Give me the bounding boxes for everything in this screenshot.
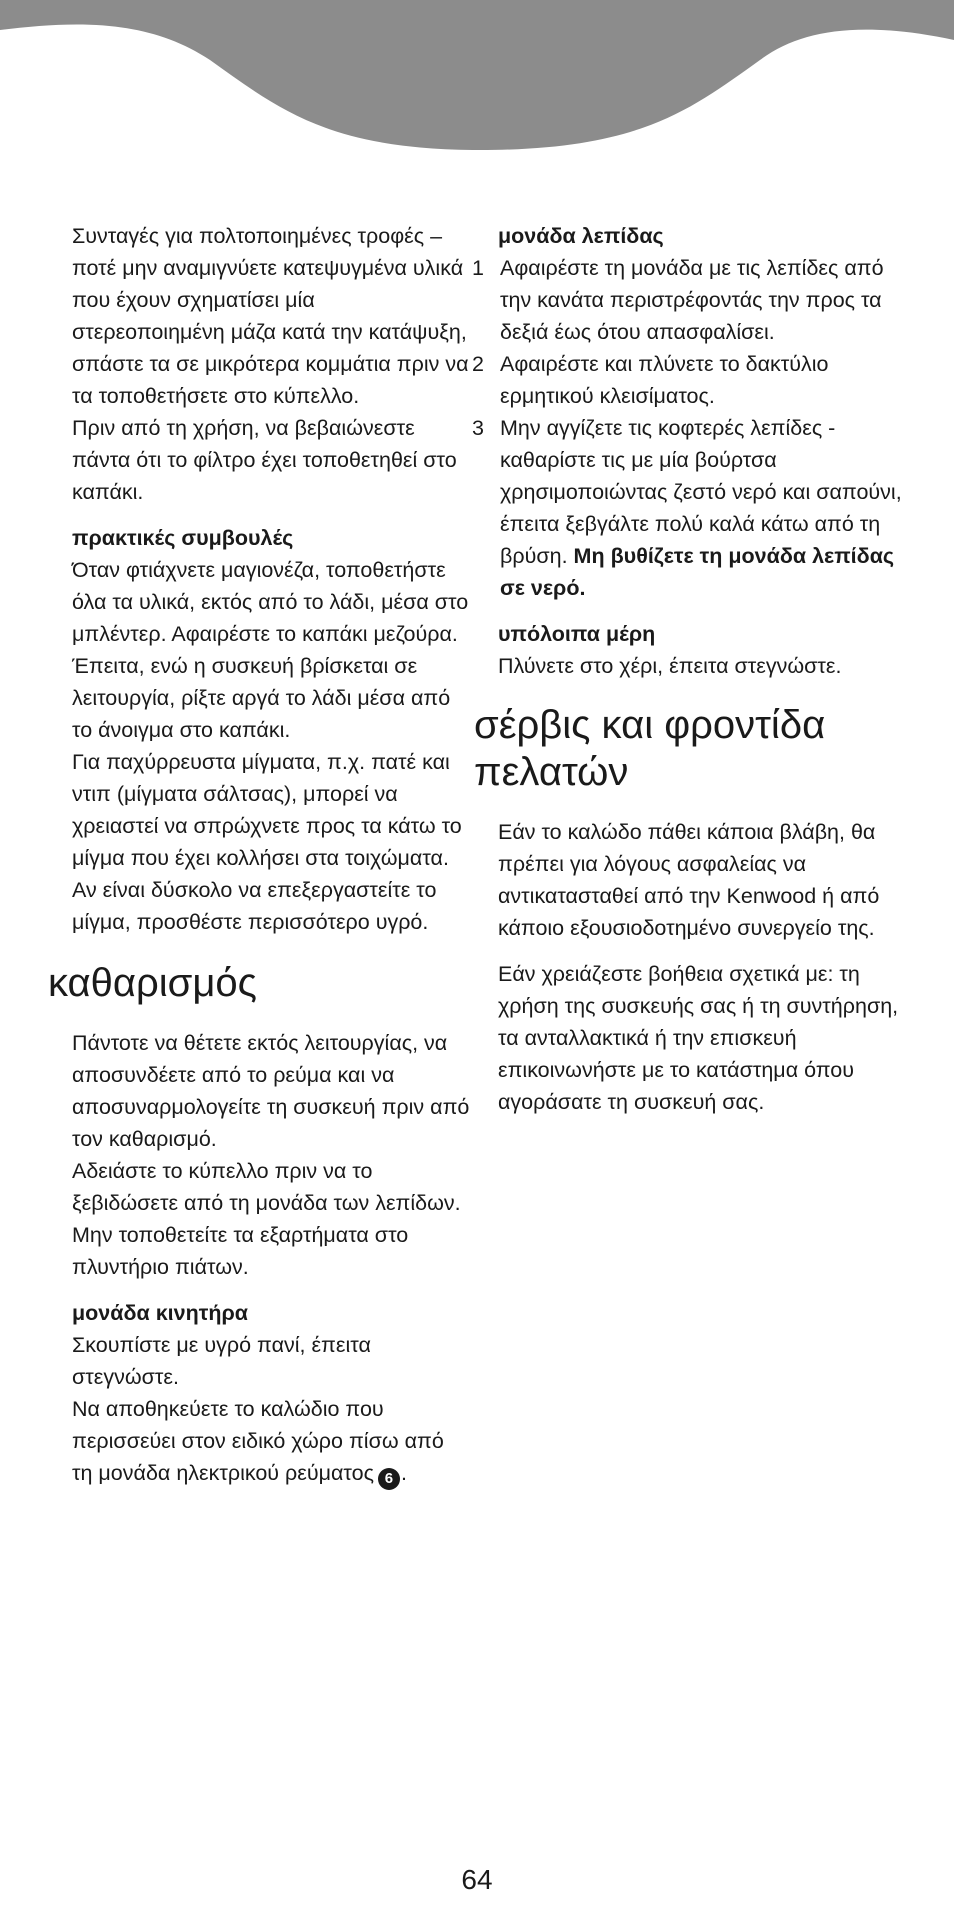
cleaning-heading: καθαρισμός	[48, 961, 257, 1005]
step-text-warning: Μη βυθίζετε τη μονάδα λεπίδας σε νερό.	[500, 544, 895, 600]
service-heading: σέρβις και φροντίδα πελατών	[474, 703, 826, 794]
step-number: 3	[472, 416, 484, 440]
step-text	[500, 412, 918, 604]
step-text-plain: Μην αγγίζετε τις κοφτερές λεπίδες - καθαρίστε τις με μία βούρτσα χρησιμοποιώντας ζεστό νερό και σαπούνι, έπειτα ξεβγάλτε πολύ καλά κάτω από τη βρύση.	[500, 416, 902, 568]
cleaning-paragraph: Μην τοποθετείτε τα εξαρτήματα στο πλυντήριο πιάτων.	[72, 1223, 409, 1279]
service-paragraph: Εάν το καλώδο πάθει κάποια βλάβη, θα πρέπει για λόγους ασφαλείας να αντικατασταθεί από την Kenwood ή από κάποιο εξουσιοδοτημένο συνεργείο της.	[498, 820, 880, 940]
header-wave-band	[0, 0, 954, 160]
figure-ref-6-icon: 6	[378, 1468, 400, 1490]
tips-heading: πρακτικές συμβουλές	[72, 526, 294, 550]
motor-paragraph: Σκουπίστε με υγρό πανί, έπειτα στεγνώστε.	[72, 1333, 371, 1389]
right-column	[472, 220, 918, 1118]
motor-paragraph-end: .	[400, 1461, 407, 1485]
step-number: 2	[472, 352, 484, 376]
list-item	[472, 412, 918, 604]
blade-heading: μονάδα λεπίδας	[498, 224, 664, 248]
list-item	[472, 252, 918, 348]
tips-paragraph: Για παχύρρευστα μίγματα, π.χ. πατέ και ντιπ (μίγματα σάλτσας), μπορεί να χρειαστεί να σπρώχνετε προς τα κάτω το μίγμα που έχει κολλήσει στα τοιχώματα. Αν είναι δύσκολο να επεξεργαστείτε το μίγμα, προσθέστε περισσότερο υγρό.	[72, 750, 462, 934]
step-text: Αφαιρέστε τη μονάδα με τις λεπίδες από την κανάτα περιστρέφοντάς την προς τα δεξιά έως ότου απασφαλίσει.	[500, 256, 884, 344]
list-item	[472, 348, 918, 412]
other-parts-heading: υπόλοιπα μέρη	[498, 622, 656, 646]
intro-paragraph: Συνταγές για πολτοποιημένες τροφές – ποτέ μην αναμιγνύετε κατεψυγμένα υλικά που έχουν σχηματίσει μία στερεοποιημένη μάζα κατά την κατάψυξη, σπάστε τα σε μικρότερα κομμάτια πριν να τα τοποθετήσετε στο κύπελλο.	[72, 224, 469, 408]
motor-paragraph	[72, 1393, 470, 1490]
cleaning-paragraph: Αδειάστε το κύπελλο πριν να το ξεβιδώσετε από τη μονάδα των λεπίδων.	[72, 1159, 461, 1215]
left-column	[48, 220, 470, 1490]
intro-paragraph: Πριν από τη χρήση, να βεβαιώνεστε πάντα ότι το φίλτρο έχει τοποθετηθεί στο καπάκι.	[72, 416, 457, 504]
cleaning-paragraph: Πάντοτε να θέτετε εκτός λειτουργίας, να αποσυνδέετε από το ρεύμα και να αποσυναρμολογείτε τη συσκευή πριν από τον καθαρισμό.	[72, 1031, 470, 1151]
blade-steps-list	[472, 252, 918, 604]
step-text: Αφαιρέστε και πλύνετε το δακτύλιο ερμητικού κλεισίματος.	[500, 352, 829, 408]
service-paragraph: Εάν χρειάζεστε βοήθεια σχετικά με: τη χρήση της συσκευής σας ή τη συντήρηση, τα ανταλλακτικά ή την επισκευή επικοινωνήστε με το κατάστημα όπου αγοράσατε τη συσκευή σας.	[498, 962, 899, 1114]
page-number: 64	[461, 1864, 493, 1895]
tips-paragraph: Όταν φτιάχνετε μαγιονέζα, τοποθετήστε όλα τα υλικά, εκτός από το λάδι, μέσα στο μπλέντερ. Αφαιρέστε το καπάκι μεζούρα. Έπειτα, ενώ η συσκευή βρίσκεται σε λειτουργία, ρίξτε αργά το λάδι μέσα από το άνοιγμα στο καπάκι.	[72, 558, 469, 742]
other-parts-text: Πλύνετε στο χέρι, έπειτα στεγνώστε.	[498, 654, 842, 678]
motor-paragraph-text: Να αποθηκεύετε το καλώδιο που περισσεύει στον ειδικό χώρο πίσω από τη μονάδα ηλεκτρικού ρεύματος	[72, 1397, 444, 1485]
motor-heading: μονάδα κινητήρα	[72, 1301, 248, 1325]
step-number: 1	[472, 256, 484, 280]
